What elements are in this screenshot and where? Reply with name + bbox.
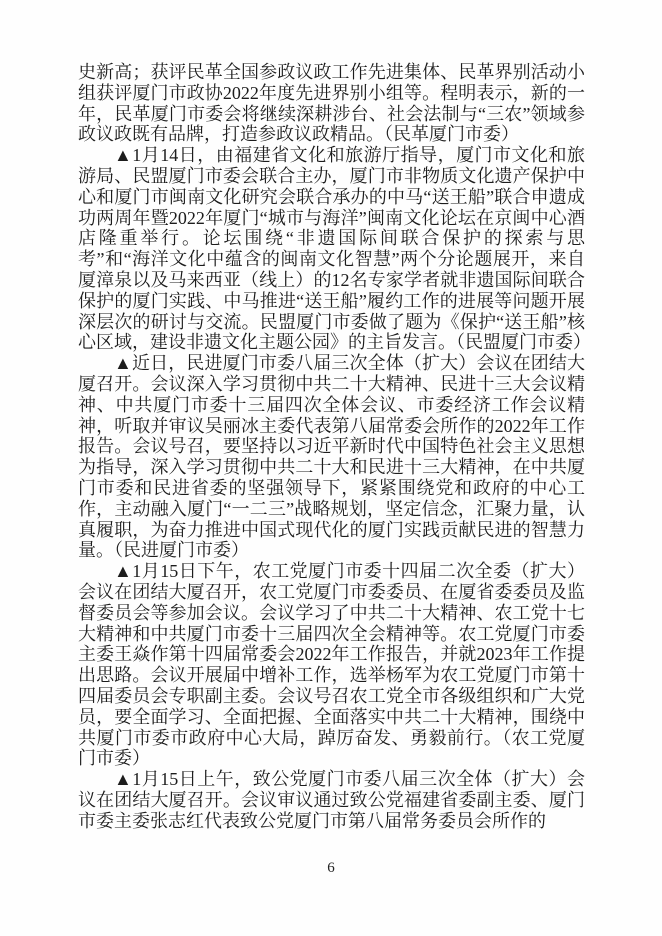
document-body — [78, 62, 591, 831]
paragraph-continuation-mingge: 史新高；获评民革全国参政议政工作先进集体、民革界别活动小组获评厦门市政协2022年度先进界别小组等。程明表示，新的一年，民革厦门市委会将继续深耕涉台、社会法制与“三农”领域参政议政既有品牌，打造参政议政精品。（民革厦门市委） — [78, 62, 585, 145]
paragraph-nonggongdang-plenum: ▲1月15日下午，农工党厦门市委十四届二次全委（扩大）会议在团结大厦召开，农工党厦门市委委员、在厦省委委员及监督委员会等参加会议。会议学习了中共二十大精神、农工党十七大精神和中共厦门市委十三届四次全会精神等。农工党厦门市委主委王焱作第十四届常委会2022年工作报告，并就2023年工作提出思路。会议开展届中增补工作，选举杨军为农工党厦门市第十四届委员会专职副主委。会议号召农工党全市各级组织和广大党员，要全面学习、全面把握、全面落实中共二十大精神，围绕中共厦门市委市政府中心大局，踔厉奋发、勇毅前行。（农工党厦门市委） — [78, 561, 585, 769]
paragraph-minmeng-forum: ▲1月14日，由福建省文化和旅游厅指导，厦门市文化和旅游局、民盟厦门市委会联合主办，厦门市非物质文化遗产保护中心和厦门市闽南文化研究会联合承办的中马“送王船”联合申遗成功两周年暨2022年厦门“城市与海洋”闽南文化论坛在京闽中心酒店隆重举行。论坛围绕“非遗国际间联合保护的探索与思考”和“海洋文化中蕴含的闽南文化智慧”两个分论题展开，来自厦漳泉以及马来西亚（线上）的12名专家学者就非遗国际间联合保护的厦门实践、中马推进“送王船”履约工作的进展等问题开展深层次的研讨与交流。民盟厦门市委做了题为《保护“送王船”核心区域，建设非遗文化主题公园》的主旨发言。（民盟厦门市委） — [78, 145, 591, 353]
paragraph-zhigongdang-plenum: ▲1月15日上午，致公党厦门市委八届三次全体（扩大）会议在团结大厦召开。会议审议通过致公党福建省委副主委、厦门市委主委张志红代表致公党厦门市第八届常务委员会所作的 — [78, 769, 585, 831]
page-number: 6 — [327, 860, 335, 876]
paragraph-minjin-plenum: ▲近日，民进厦门市委八届三次全体（扩大）会议在团结大厦召开。会议深入学习贯彻中共二十大精神、民进十三大会议精神、中共厦门市委十三届四次全体会议、市委经济工作会议精神，听取并审议吴丽冰主委代表第八届常委会所作的2022年工作报告。会议号召，要坚持以习近平新时代中国特色社会主义思想为指导，深入学习贯彻中共二十大和民进十三大精神，在中共厦门市委和民进省委的坚强领导下，紧紧围绕党和政府的中心工作，主动融入厦门“一二三”战略规划，坚定信念，汇聚力量，认真履职，为奋力推进中国式现代化的厦门实践贡献民进的智慧力量。（民进厦门市委） — [78, 353, 585, 561]
